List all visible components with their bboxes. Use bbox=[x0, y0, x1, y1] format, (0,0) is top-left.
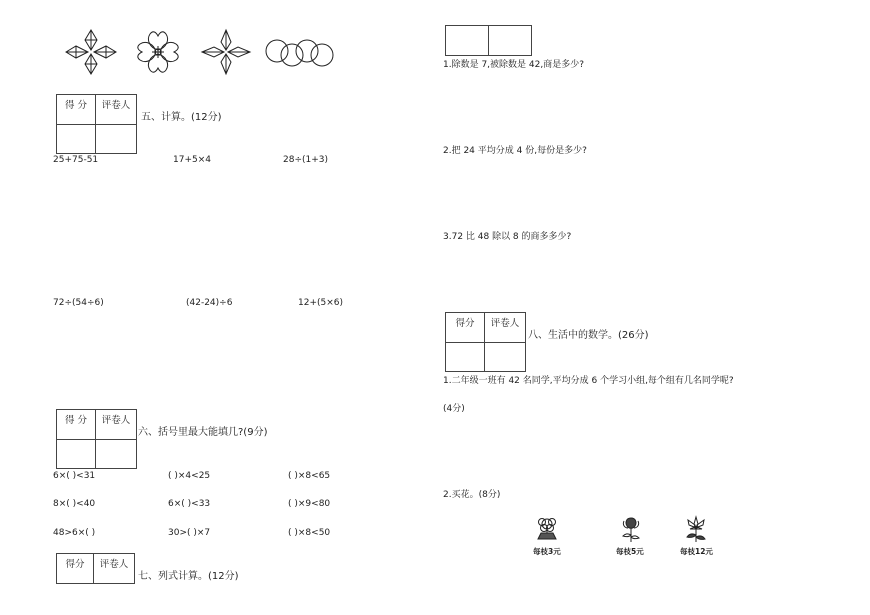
score-label: 得分 bbox=[57, 554, 94, 584]
section8-question-1-points: (4分) bbox=[443, 404, 465, 414]
section5-title: 五、计算。(12分) bbox=[141, 112, 222, 123]
score-box-section5 bbox=[56, 94, 137, 154]
flower-icon bbox=[619, 515, 643, 543]
flower-price: 每枝12元 bbox=[680, 547, 713, 556]
section8-question-2: 2.买花。(8分) bbox=[443, 490, 501, 500]
section6-title: 六、括号里最大能填几?(9分) bbox=[138, 427, 268, 438]
grader-input[interactable] bbox=[485, 343, 526, 372]
grader-label: 评卷人 bbox=[485, 313, 526, 343]
fill-blank-problem: ( )×8<65 bbox=[288, 471, 331, 481]
calc-problem: 17+5×4 bbox=[173, 155, 211, 165]
score-box-top-right bbox=[445, 25, 532, 56]
score-box-section8 bbox=[445, 312, 526, 372]
fill-blank-problem: 48>6×( ) bbox=[53, 528, 96, 538]
fill-blank-problem: 6×( )<31 bbox=[53, 471, 96, 481]
rhombus-cross-figure bbox=[62, 28, 120, 76]
score-input[interactable] bbox=[446, 26, 489, 56]
score-label: 得分 bbox=[446, 313, 485, 343]
fill-blank-problem: ( )×9<80 bbox=[288, 499, 331, 509]
grader-label: 评卷人 bbox=[96, 410, 137, 440]
score-input[interactable] bbox=[57, 440, 96, 469]
clover-figure bbox=[132, 28, 184, 76]
score-label: 得 分 bbox=[57, 95, 96, 125]
grader-input[interactable] bbox=[96, 125, 137, 154]
calc-problem: (42-24)÷6 bbox=[186, 298, 233, 308]
calc-problem: 28÷(1+3) bbox=[283, 155, 329, 165]
score-label: 得 分 bbox=[57, 410, 96, 440]
score-box-section7 bbox=[56, 553, 135, 584]
question-3: 3.72 比 48 除以 8 的商多多少? bbox=[443, 232, 572, 242]
calc-problem: 72÷(54÷6) bbox=[53, 298, 104, 308]
section7-title: 七、列式计算。(12分) bbox=[138, 571, 239, 582]
fill-blank-problem: ( )×4<25 bbox=[168, 471, 211, 481]
grader-input[interactable] bbox=[489, 26, 532, 56]
question-2: 2.把 24 平均分成 4 份,每份是多少? bbox=[443, 146, 587, 156]
calc-problem: 25+75-51 bbox=[53, 155, 99, 165]
grader-input[interactable] bbox=[96, 440, 137, 469]
olympic-rings-figure bbox=[264, 38, 338, 68]
score-input[interactable] bbox=[57, 125, 96, 154]
flower-price: 每枝3元 bbox=[533, 547, 561, 556]
score-box-section6 bbox=[56, 409, 137, 469]
grader-label: 评卷人 bbox=[96, 95, 137, 125]
fill-blank-problem: 8×( )<40 bbox=[53, 499, 96, 509]
fill-blank-problem: 6×( )<33 bbox=[168, 499, 211, 509]
calc-problem: 12+(5×6) bbox=[298, 298, 344, 308]
section8-title: 八、生活中的数学。(26分) bbox=[528, 330, 649, 341]
fill-blank-problem: 30>( )×7 bbox=[168, 528, 211, 538]
fill-blank-problem: ( )×8<50 bbox=[288, 528, 331, 538]
flower-icon bbox=[535, 515, 559, 543]
grader-label: 评卷人 bbox=[94, 554, 135, 584]
flower-icon bbox=[684, 515, 708, 543]
score-input[interactable] bbox=[446, 343, 485, 372]
diamond-star-figure bbox=[200, 28, 252, 76]
question-1: 1.除数是 7,被除数是 42,商是多少? bbox=[443, 60, 584, 70]
section8-question-1: 1.二年级一班有 42 名同学,平均分成 6 个学习小组,每个组有几名同学呢? bbox=[443, 376, 734, 386]
flower-price: 每枝5元 bbox=[616, 547, 644, 556]
